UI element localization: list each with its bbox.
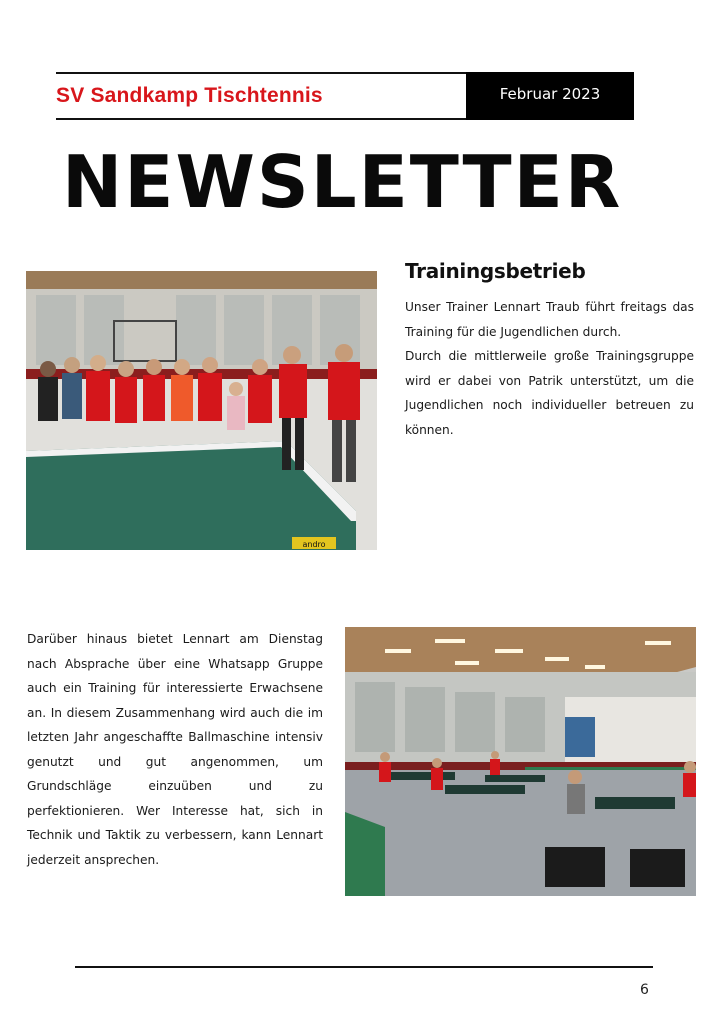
training-paragraph-2: Durch die mittlerweile große Trainingsgruppe wird er dabei von Patrik unterstützt, um die Jugendlichen noch individueller betreuen zu können.: [405, 349, 694, 437]
training-text: [405, 295, 694, 442]
footer-rule: [75, 966, 653, 968]
section-heading: Trainingsbetrieb: [405, 259, 586, 283]
club-name: SV Sandkamp Tischtennis: [56, 84, 323, 107]
training-hall-photo-illustration: [345, 627, 696, 896]
training-paragraph-1: Unser Trainer Lennart Traub führt freitags das Training für die Jugendlichen durch.: [405, 300, 694, 339]
youth-group-photo-illustration: [26, 271, 377, 550]
adult-training-paragraph: Darüber hinaus bietet Lennart am Dienstag nach Absprache über eine Whatsapp Gruppe auch ein Training für interessierte Erwachsene an. In diesem Zusammenhang wird auch die im letzten Jahr angeschaffte Ballmaschine intensiv genutzt und gut angenommen, um Grundschläge einzuüben und zu perfektionieren. Wer Interesse hat, sich in Technik und Taktik zu verbessern, kann Lennart jederzeit ansprechen.: [27, 632, 323, 867]
header-rule-bottom: [56, 118, 468, 120]
header-rule-top: [56, 72, 468, 74]
table-brand-label: andro: [302, 540, 326, 549]
adult-training-text: [27, 627, 323, 872]
newsletter-header: [56, 72, 634, 120]
training-hall-photo: [345, 627, 696, 896]
youth-group-photo: [26, 271, 377, 550]
issue-date: Februar 2023: [466, 72, 634, 120]
newsletter-title: NEWSLETTER: [62, 140, 623, 224]
page-number: 6: [640, 982, 649, 998]
